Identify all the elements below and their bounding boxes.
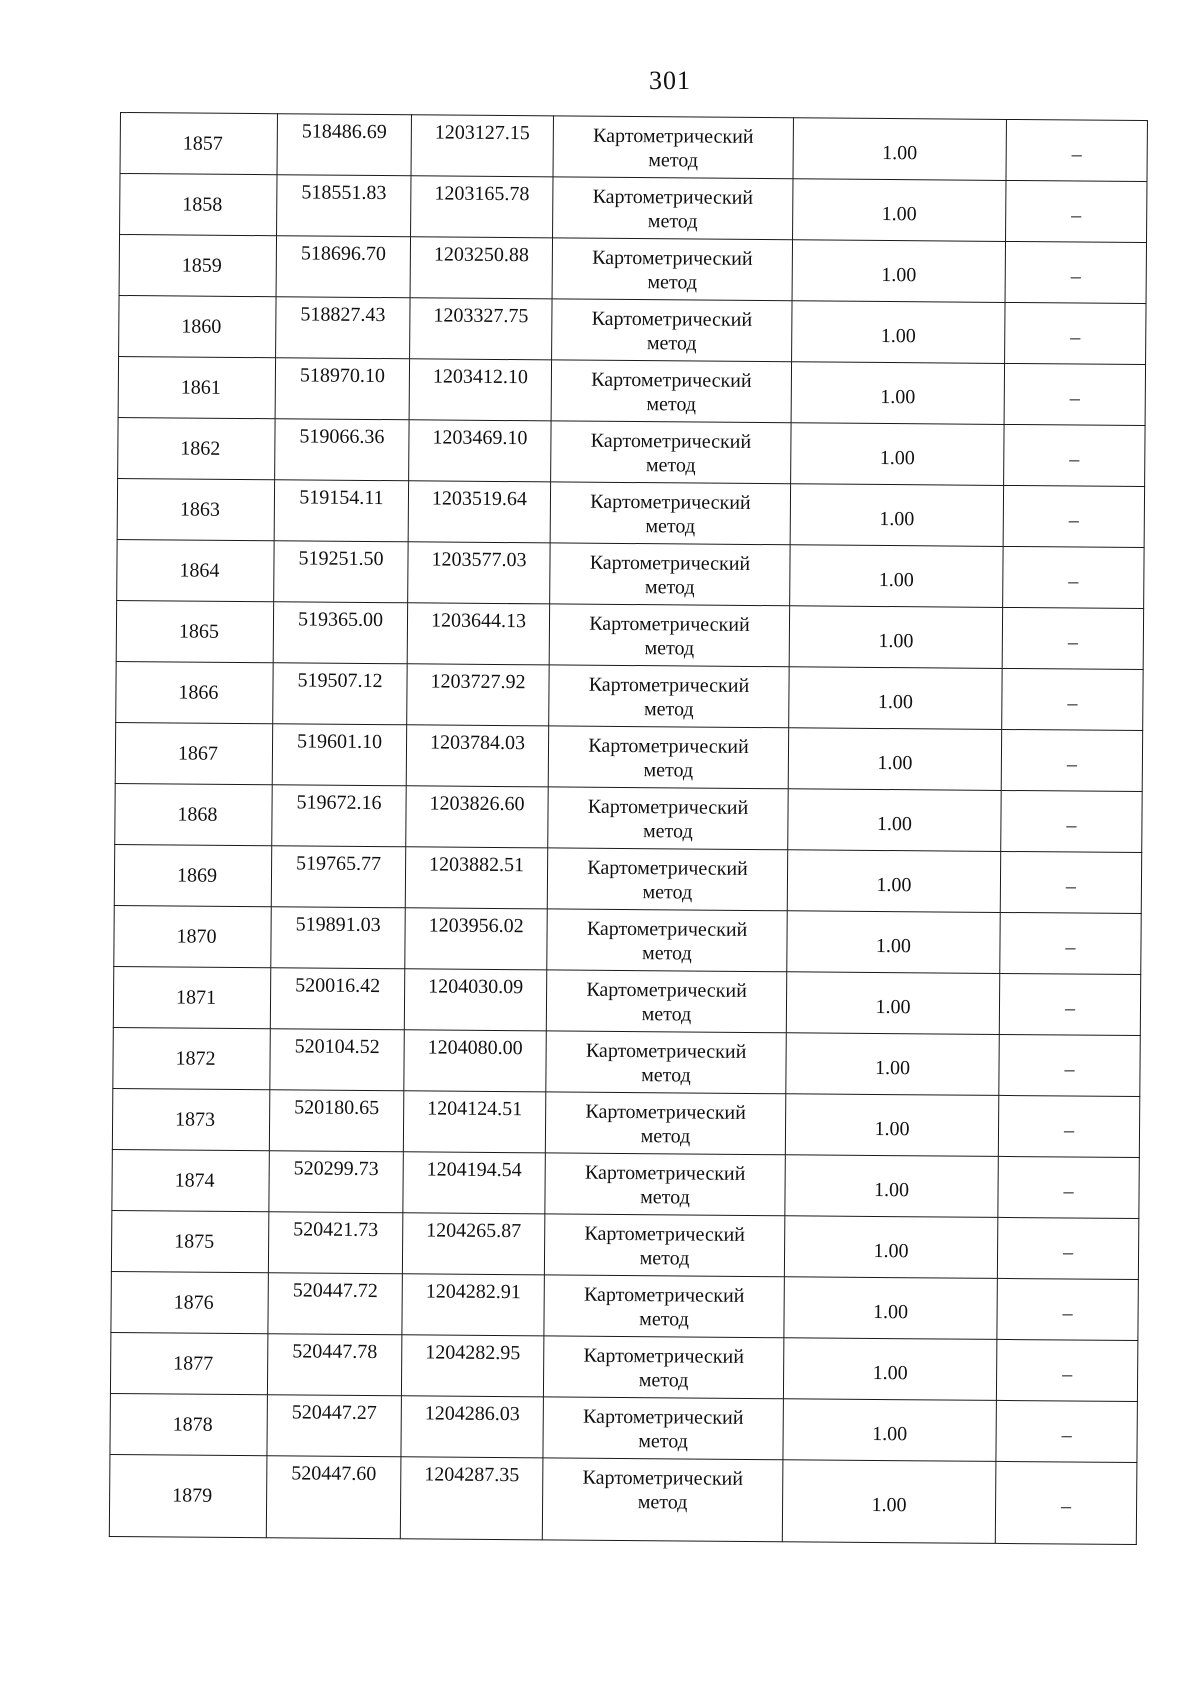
table-row (117, 478, 1144, 547)
y-coordinate-cell (402, 1274, 544, 1336)
point-number-cell: 1859 (119, 235, 276, 297)
x-coordinate-cell-value: 519066.36 (299, 425, 385, 449)
method-line-2: метод (640, 1186, 690, 1209)
method-cell (543, 1397, 783, 1460)
x-coordinate-cell (277, 175, 411, 237)
point-number-cell: 1877 (110, 1332, 267, 1394)
method-line-1: Картометрический (591, 307, 753, 331)
page-number: 301 (649, 66, 691, 95)
y-coordinate-cell (405, 847, 547, 909)
x-coordinate-cell-value: 518551.83 (301, 181, 387, 205)
point-number-cell: 1872 (113, 1027, 270, 1089)
note-cell: – (1005, 241, 1146, 303)
table-row (118, 417, 1145, 486)
x-coordinate-cell-value: 518970.10 (299, 364, 386, 388)
method-text (553, 177, 792, 234)
x-coordinate-cell-value: 519601.10 (296, 730, 383, 754)
table-row (114, 905, 1141, 974)
note-cell: – (998, 1156, 1139, 1218)
method-text (546, 1092, 785, 1149)
y-coordinate-cell (403, 1152, 545, 1214)
method-line-2: метод (640, 1125, 691, 1148)
note-cell: – (996, 1339, 1137, 1401)
method-cell (549, 665, 789, 728)
y-coordinate-cell-value: 1203577.03 (431, 548, 527, 572)
y-coordinate-cell-value: 1204265.87 (426, 1219, 522, 1243)
method-line-1: Картометрический (592, 185, 754, 209)
method-line-2: метод (647, 271, 698, 294)
y-coordinate-cell (409, 359, 551, 421)
y-coordinate-cell-value: 1204286.03 (424, 1402, 520, 1426)
y-coordinate-cell-value: 1203727.92 (430, 670, 526, 694)
x-coordinate-cell (273, 663, 407, 725)
method-line-2: метод (638, 1430, 688, 1453)
method-cell (547, 848, 787, 911)
method-cell (552, 299, 792, 362)
method-line-1: Картометрический (584, 1161, 746, 1185)
accuracy-cell: 1.00 (793, 118, 1006, 181)
y-coordinate-cell (406, 725, 548, 787)
point-number-cell: 1862 (118, 417, 275, 479)
method-text (544, 1275, 783, 1332)
method-line-2: метод (646, 332, 697, 355)
y-coordinate-cell (401, 1335, 543, 1397)
point-number-cell: 1866 (116, 661, 273, 723)
point-number-cell: 1863 (117, 478, 274, 540)
note-cell: – (997, 1217, 1138, 1279)
y-coordinate-cell-value: 1204030.09 (428, 975, 524, 999)
method-line-1: Картометрический (583, 1283, 745, 1307)
y-coordinate-cell (411, 115, 553, 177)
method-line-2: метод (642, 942, 692, 965)
accuracy-cell: 1.00 (787, 850, 1000, 913)
accuracy-cell: 1.00 (783, 1338, 996, 1401)
table-row (110, 1393, 1137, 1462)
accuracy-cell: 1.00 (784, 1216, 997, 1279)
y-coordinate-cell (404, 969, 546, 1031)
method-cell (548, 787, 788, 850)
accuracy-cell: 1.00 (789, 606, 1002, 669)
y-coordinate-cell-value: 1203784.03 (429, 731, 526, 755)
x-coordinate-cell-value: 519672.16 (296, 791, 382, 815)
method-text (549, 665, 788, 722)
point-number-cell: 1878 (110, 1393, 267, 1455)
method-cell (551, 360, 791, 423)
method-text (545, 1153, 784, 1210)
y-coordinate-cell (405, 908, 547, 970)
x-coordinate-cell (270, 1029, 404, 1091)
y-coordinate-cell (402, 1213, 544, 1275)
method-line-2: метод (642, 881, 693, 904)
accuracy-cell: 1.00 (791, 423, 1004, 486)
x-coordinate-cell-value: 520447.27 (291, 1401, 377, 1425)
y-coordinate-cell (407, 603, 549, 665)
x-coordinate-cell-value: 519251.50 (298, 547, 384, 571)
x-coordinate-cell (272, 785, 406, 847)
accuracy-cell: 1.00 (791, 362, 1004, 425)
table-row (120, 113, 1147, 182)
note-cell: – (995, 1461, 1137, 1544)
method-cell (544, 1275, 784, 1338)
method-cell (546, 970, 786, 1033)
method-text (551, 421, 790, 478)
method-line-1: Картометрический (585, 1039, 747, 1063)
method-text (548, 787, 787, 844)
accuracy-cell: 1.00 (790, 484, 1003, 547)
method-line-1: Картометрический (592, 246, 753, 270)
method-line-2: метод (641, 1003, 692, 1026)
note-cell: – (1006, 119, 1147, 181)
method-text (544, 1336, 783, 1393)
table-row (113, 1027, 1140, 1096)
table-row (112, 1088, 1139, 1157)
y-coordinate-cell (408, 481, 550, 543)
accuracy-cell: 1.00 (788, 789, 1001, 852)
note-cell: – (1005, 302, 1146, 364)
accuracy-cell: 1.00 (792, 301, 1005, 364)
note-cell: – (1004, 363, 1145, 425)
x-coordinate-cell (266, 1456, 401, 1539)
y-coordinate-cell-value: 1203250.88 (433, 243, 529, 267)
method-line-1: Картометрический (583, 1344, 745, 1368)
x-coordinate-cell-value: 518827.43 (300, 303, 386, 327)
method-cell (548, 726, 788, 789)
point-number-cell: 1869 (114, 844, 271, 906)
point-number-cell: 1873 (112, 1088, 269, 1150)
table-row (115, 722, 1142, 791)
point-number-cell: 1857 (120, 113, 277, 175)
note-cell: – (996, 1400, 1137, 1462)
y-coordinate-cell (410, 298, 552, 360)
note-cell: – (1000, 912, 1141, 974)
y-coordinate-cell (406, 786, 548, 848)
accuracy-cell: 1.00 (785, 1155, 998, 1218)
y-coordinate-cell (409, 420, 551, 482)
method-cell (551, 421, 791, 484)
method-line-2: метод (643, 759, 694, 782)
y-coordinate-cell-value: 1203644.13 (430, 609, 527, 633)
x-coordinate-cell-value: 520447.72 (292, 1279, 378, 1303)
y-coordinate-cell-value: 1203327.75 (433, 304, 529, 328)
y-coordinate-cell-value: 1204282.95 (425, 1341, 521, 1365)
method-line-1: Картометрический (586, 978, 747, 1002)
note-cell: – (1003, 546, 1144, 608)
table-row (119, 295, 1146, 364)
method-text (547, 909, 786, 966)
x-coordinate-cell (274, 480, 408, 542)
x-coordinate-cell (276, 236, 410, 298)
point-number-cell: 1860 (119, 295, 276, 357)
y-coordinate-cell-value: 1203165.78 (434, 182, 530, 206)
y-coordinate-cell (410, 237, 552, 299)
method-line-1: Картометрический (584, 1222, 746, 1246)
method-cell (543, 1336, 783, 1399)
y-coordinate-cell (403, 1091, 545, 1153)
method-cell (549, 604, 789, 667)
y-coordinate-cell (407, 664, 549, 726)
note-cell: – (1002, 668, 1143, 730)
method-text (550, 543, 789, 600)
x-coordinate-cell (270, 968, 404, 1030)
accuracy-cell: 1.00 (788, 728, 1001, 791)
x-coordinate-cell-value: 520299.73 (293, 1157, 379, 1181)
method-line-2: метод (639, 1247, 690, 1270)
accuracy-cell: 1.00 (789, 667, 1002, 730)
method-line-1: Картометрический (588, 673, 750, 697)
table-row (118, 356, 1145, 425)
x-coordinate-cell-value: 519365.00 (297, 608, 384, 632)
accuracy-cell: 1.00 (793, 179, 1006, 242)
point-number-cell: 1865 (116, 600, 273, 662)
point-number-cell: 1879 (109, 1454, 267, 1537)
method-line-2: метод (642, 820, 693, 843)
y-coordinate-cell-value: 1203127.15 (434, 121, 530, 145)
x-coordinate-cell (268, 1212, 402, 1274)
y-coordinate-cell-value: 1204287.35 (424, 1463, 520, 1487)
x-coordinate-cell-value: 520447.60 (291, 1462, 377, 1486)
x-coordinate-cell-value: 519154.11 (299, 486, 384, 510)
accuracy-cell: 1.00 (786, 972, 999, 1035)
method-text (553, 238, 792, 295)
method-line-2: метод (645, 515, 696, 538)
method-line-1: Картометрический (589, 551, 751, 575)
method-text (554, 116, 793, 173)
y-coordinate-cell-value: 1203882.51 (429, 853, 525, 877)
point-number-cell: 1858 (120, 174, 277, 236)
x-coordinate-cell-value: 520421.73 (293, 1218, 379, 1242)
method-cell (545, 1153, 785, 1216)
table-row (113, 966, 1140, 1035)
accuracy-cell: 1.00 (782, 1460, 996, 1544)
method-text (547, 970, 786, 1027)
point-number-cell: 1864 (117, 539, 274, 601)
method-cell (542, 1458, 783, 1542)
y-coordinate-cell-value: 1204080.00 (427, 1036, 523, 1060)
x-coordinate-cell (277, 114, 411, 176)
method-line-1: Картометрический (591, 368, 752, 392)
method-line-1: Картометрический (589, 612, 750, 636)
note-cell: – (998, 1095, 1139, 1157)
y-coordinate-cell-value: 1203519.64 (431, 487, 528, 511)
y-coordinate-cell (408, 542, 550, 604)
x-coordinate-cell (269, 1151, 403, 1213)
x-coordinate-cell (275, 358, 409, 420)
method-line-1: Картометрический (590, 429, 752, 453)
method-line-2: метод (648, 149, 699, 172)
table-row (116, 661, 1143, 730)
method-line-1: Картометрический (585, 1100, 746, 1124)
method-line-2: метод (646, 393, 697, 416)
method-line-2: метод (638, 1369, 689, 1392)
accuracy-cell: 1.00 (792, 240, 1005, 303)
method-cell (544, 1214, 784, 1277)
table-row (119, 235, 1146, 304)
x-coordinate-cell-value: 520180.65 (294, 1096, 380, 1120)
y-coordinate-cell-value: 1203956.02 (428, 914, 524, 938)
y-coordinate-cell-value: 1203826.60 (429, 792, 525, 816)
y-coordinate-cell-value: 1204282.91 (425, 1280, 521, 1304)
x-coordinate-cell (275, 419, 409, 481)
x-coordinate-cell (273, 602, 407, 664)
method-cell (550, 543, 790, 606)
accuracy-cell: 1.00 (787, 911, 1000, 974)
coordinates-table-body (109, 113, 1147, 1545)
note-cell: – (1004, 424, 1145, 486)
method-text (543, 1458, 782, 1515)
note-cell: – (999, 973, 1140, 1035)
x-coordinate-cell (271, 907, 405, 969)
method-line-2: метод (641, 1064, 691, 1087)
x-coordinate-cell (267, 1395, 401, 1457)
method-cell (545, 1092, 785, 1155)
table-row (111, 1210, 1138, 1279)
note-cell: – (1000, 851, 1141, 913)
x-coordinate-cell (267, 1334, 401, 1396)
note-cell: – (997, 1278, 1138, 1340)
x-coordinate-cell-value: 519765.77 (296, 852, 382, 876)
y-coordinate-cell (400, 1457, 543, 1540)
method-line-2: метод (644, 576, 695, 599)
x-coordinate-cell-value: 519891.03 (295, 913, 381, 937)
note-cell: – (999, 1034, 1140, 1096)
method-text (552, 299, 791, 356)
method-line-1: Картометрический (586, 917, 748, 941)
point-number-cell: 1871 (113, 966, 270, 1028)
y-coordinate-cell (404, 1030, 546, 1092)
method-cell (546, 1031, 786, 1094)
method-cell (553, 177, 793, 240)
note-cell: – (1002, 607, 1143, 669)
x-coordinate-cell-value: 519507.12 (297, 669, 383, 693)
y-coordinate-cell-value: 1204194.54 (426, 1158, 522, 1182)
table-row (112, 1149, 1139, 1218)
method-line-1: Картометрический (593, 124, 754, 148)
method-line-1: Картометрический (590, 490, 751, 514)
point-number-cell: 1875 (111, 1210, 268, 1272)
table-row (111, 1271, 1138, 1340)
method-line-2: метод (637, 1491, 688, 1514)
table-row (109, 1454, 1137, 1544)
method-text (543, 1397, 782, 1454)
method-text (546, 1031, 785, 1088)
point-number-cell: 1874 (112, 1149, 269, 1211)
method-text (551, 482, 790, 539)
note-cell: – (1003, 485, 1144, 547)
method-cell (552, 238, 792, 301)
coordinates-table (109, 112, 1148, 1545)
point-number-cell: 1876 (111, 1271, 268, 1333)
table-row (116, 600, 1143, 669)
point-number-cell: 1861 (118, 356, 275, 418)
method-text (552, 360, 791, 417)
point-number-cell: 1870 (114, 905, 271, 967)
x-coordinate-cell (268, 1273, 402, 1335)
method-line-2: метод (643, 698, 694, 721)
method-line-1: Картометрический (587, 856, 748, 880)
method-line-2: метод (644, 637, 695, 660)
method-line-1: Картометрический (582, 1466, 744, 1490)
x-coordinate-cell-value: 520447.78 (292, 1340, 378, 1364)
y-coordinate-cell (411, 176, 553, 238)
x-coordinate-cell (274, 541, 408, 603)
point-number-cell: 1867 (115, 722, 272, 784)
y-coordinate-cell (401, 1396, 543, 1458)
table-row (120, 174, 1147, 243)
accuracy-cell: 1.00 (783, 1399, 996, 1462)
x-coordinate-cell (276, 297, 410, 359)
method-cell (550, 482, 790, 545)
x-coordinate-cell-value: 520104.52 (294, 1035, 380, 1059)
method-cell (547, 909, 787, 972)
x-coordinate-cell (272, 724, 406, 786)
method-text (549, 726, 788, 783)
method-line-1: Картометрический (588, 734, 749, 758)
y-coordinate-cell-value: 1204124.51 (427, 1097, 523, 1121)
accuracy-cell: 1.00 (784, 1277, 997, 1340)
method-cell (553, 116, 793, 179)
method-line-2: метод (645, 454, 696, 477)
note-cell: – (1001, 790, 1142, 852)
method-line-2: метод (647, 210, 698, 233)
table-row (110, 1332, 1137, 1401)
method-text (548, 848, 787, 905)
accuracy-cell: 1.00 (790, 545, 1003, 608)
x-coordinate-cell-value: 518486.69 (301, 120, 387, 144)
table-row (115, 783, 1142, 852)
y-coordinate-cell-value: 1203412.10 (432, 365, 529, 389)
note-cell: – (1001, 729, 1142, 791)
coordinates-table-container (109, 112, 1150, 1545)
x-coordinate-cell (269, 1090, 403, 1152)
x-coordinate-cell-value: 520016.42 (295, 974, 381, 998)
point-number-cell: 1868 (115, 783, 272, 845)
x-coordinate-cell (271, 846, 405, 908)
method-line-2: метод (639, 1308, 689, 1331)
table-row (114, 844, 1141, 913)
method-line-1: Картометрический (587, 795, 749, 819)
method-line-1: Картометрический (582, 1405, 744, 1429)
x-coordinate-cell-value: 518696.70 (300, 242, 386, 266)
method-text (550, 604, 789, 661)
table-row (117, 539, 1144, 608)
accuracy-cell: 1.00 (786, 1033, 999, 1096)
accuracy-cell: 1.00 (785, 1094, 998, 1157)
note-cell: – (1006, 180, 1147, 242)
y-coordinate-cell-value: 1203469.10 (432, 426, 528, 450)
method-text (545, 1214, 784, 1271)
